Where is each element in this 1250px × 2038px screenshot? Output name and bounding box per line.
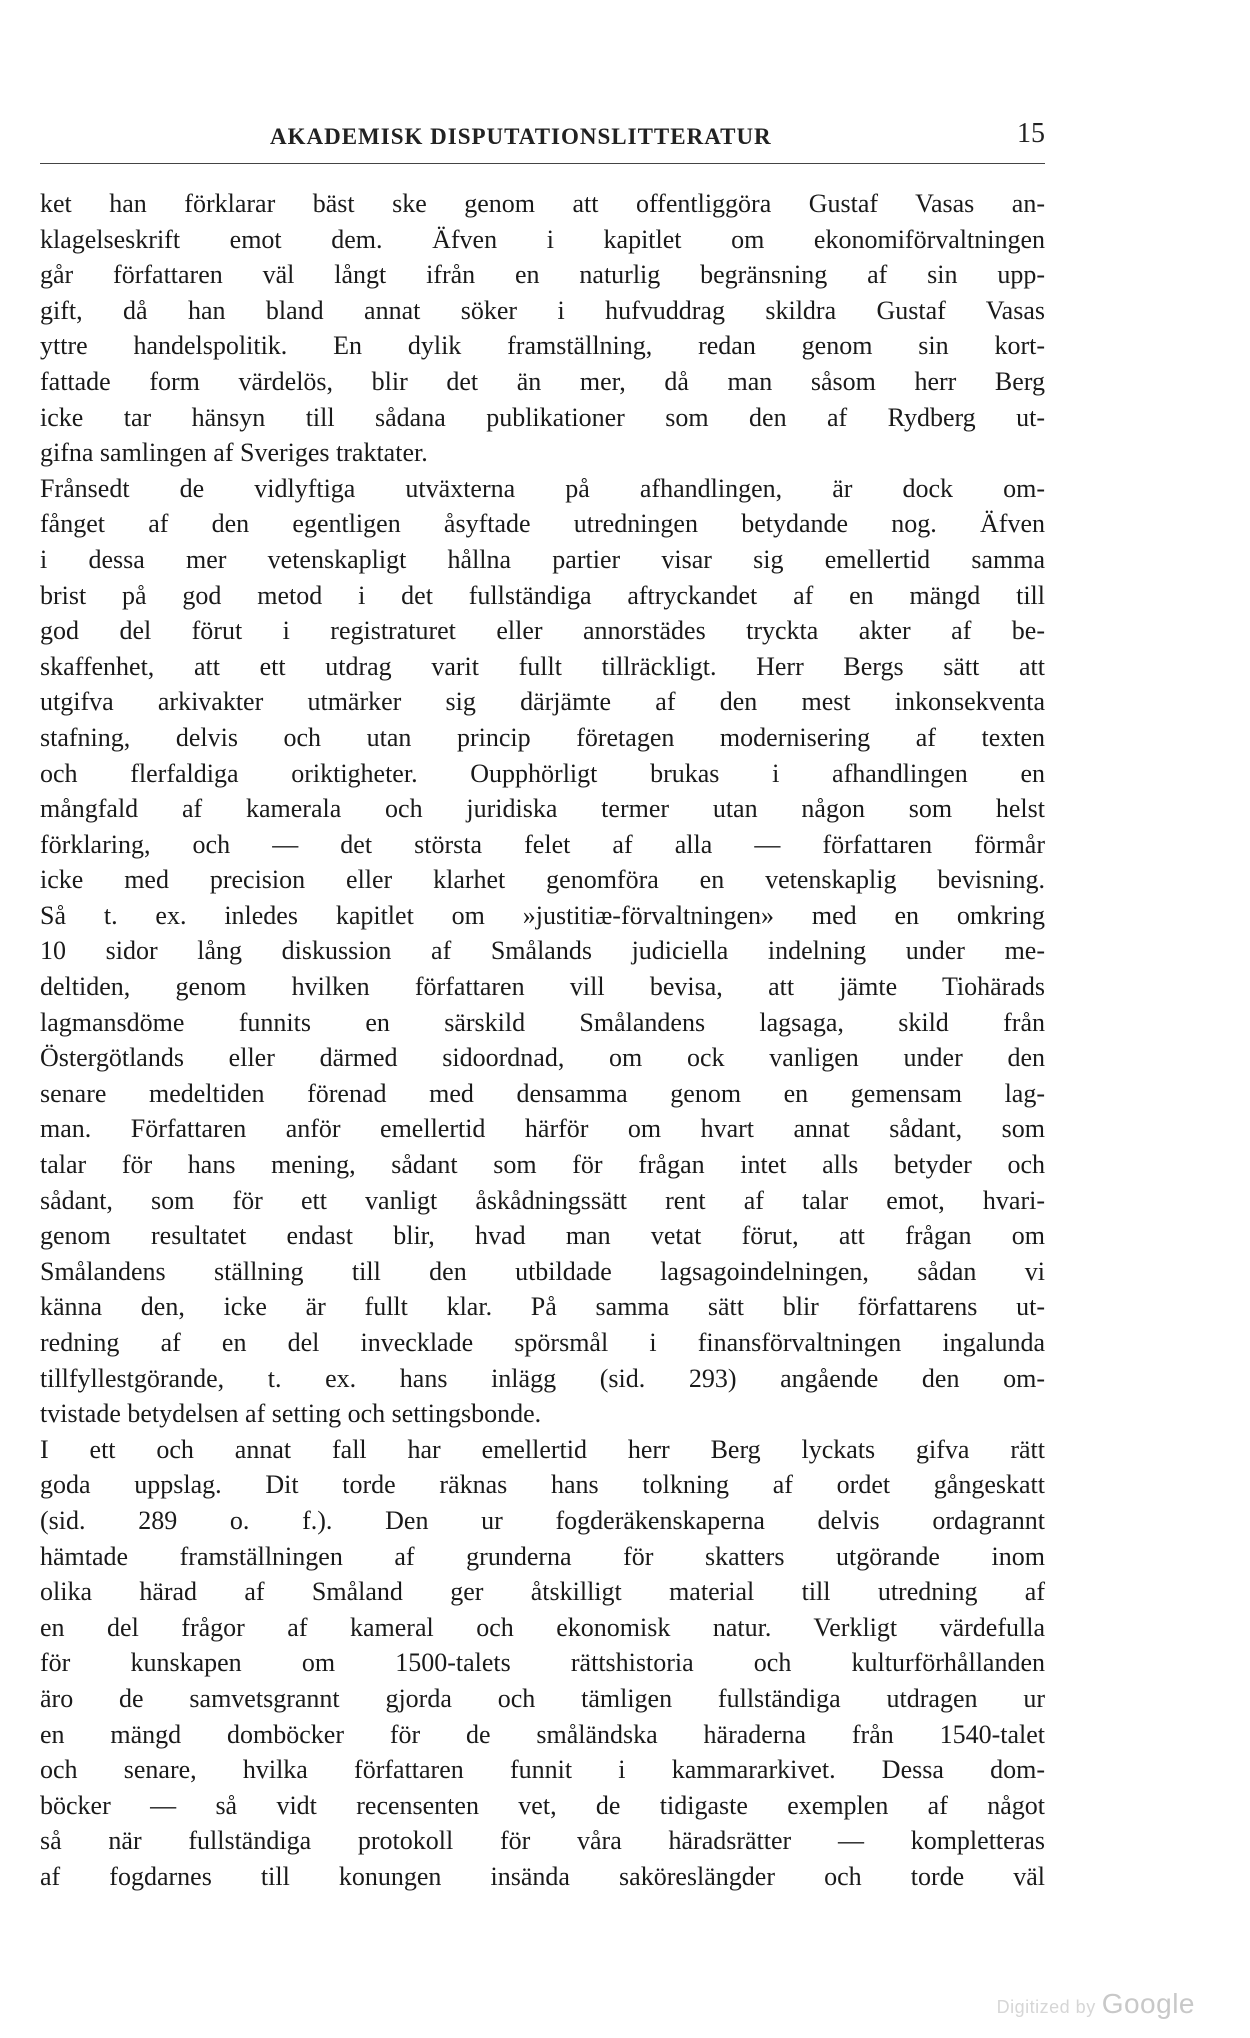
text-line: i dessa mer vetenskapligt hållna partier visar sig emellertid samma xyxy=(40,544,1045,574)
text-line: olika härad af Småland ger åtskilligt material till utredning af xyxy=(40,1577,1045,1607)
text-line: gifna samlingen af Sveriges traktater. xyxy=(40,438,428,468)
text-line: fånget af den egentligen åsyftade utredningen betydande nog. Äfven xyxy=(40,509,1045,539)
text-line: yttre handelspolitik. En dylik framställning, redan genom sin kort- xyxy=(40,331,1045,361)
text-line: stafning, delvis och utan princip företagen modernisering af texten xyxy=(40,722,1045,752)
text-line: Frånsedt de vidlyftiga utväxterna på afhandlingen, är dock om- xyxy=(40,473,1045,503)
text-line: böcker — så vidt recensenten vet, de tidigaste exemplen af något xyxy=(40,1790,1045,1820)
text-line: förklaring, och — det största felet af alla — författaren förmår xyxy=(40,829,1045,859)
text-line: äro de samvetsgrannt gjorda och tämligen fullständiga utdragen ur xyxy=(40,1683,1045,1713)
text-line: ket han förklarar bäst ske genom att offentliggöra Gustaf Vasas an- xyxy=(40,189,1045,218)
text-line: så när fullständiga protokoll för våra häradsrätter — kompletteras xyxy=(40,1826,1045,1856)
text-line: 10 sidor lång diskussion af Smålands judiciella indelning under me- xyxy=(40,936,1045,966)
text-line: Östergötlands eller därmed sidoordnad, om ock vanligen under den xyxy=(40,1043,1045,1073)
text-line: tvistade betydelsen af setting och settingsbonde. xyxy=(40,1399,542,1429)
text-line: och senare, hvilka författaren funnit i kammararkivet. Dessa dom- xyxy=(40,1755,1045,1785)
digitization-watermark xyxy=(997,1988,1195,2020)
text-line: känna den, icke är fullt klar. På samma sätt blir författarens ut- xyxy=(40,1292,1045,1322)
text-line: I ett och annat fall har emellertid herr Berg lyckats gifva rätt xyxy=(40,1434,1045,1464)
book-page xyxy=(40,118,1045,1895)
body-text xyxy=(40,186,1045,1895)
text-line: senare medeltiden förenad med densamma genom en gemensam lag- xyxy=(40,1078,1045,1108)
header-rule xyxy=(40,163,1045,164)
text-line: god del förut i registraturet eller annorstädes tryckta akter af be- xyxy=(40,616,1045,646)
text-line: sådant, som för ett vanligt åskådningssätt rent af talar emot, hvari- xyxy=(40,1185,1045,1215)
text-line: och flerfaldiga oriktigheter. Oupphörligt brukas i afhandlingen en xyxy=(40,758,1045,788)
text-line: af fogdarnes till konungen insända saköreslängder och torde väl xyxy=(40,1861,1045,1891)
watermark-brand: Google xyxy=(1101,1988,1195,2019)
text-line: gift, då han bland annat söker i hufvuddrag skildra Gustaf Vasas xyxy=(40,295,1045,325)
page-number: 15 xyxy=(1017,118,1045,149)
text-line: goda uppslag. Dit torde räknas hans tolkning af ordet gångeskatt xyxy=(40,1470,1045,1500)
text-line: Smålandens ställning till den utbildade lagsagoindelningen, sådan vi xyxy=(40,1256,1045,1286)
text-line: lagmansdöme funnits en särskild Smålandens lagsaga, skild från xyxy=(40,1007,1045,1037)
text-line: (sid. 289 o. f.). Den ur fogderäkenskaperna delvis ordagrannt xyxy=(40,1505,1045,1535)
text-line: hämtade framställningen af grunderna för skatters utgörande inom xyxy=(40,1541,1045,1571)
text-line: en del frågor af kameral och ekonomisk natur. Verkligt värdefulla xyxy=(40,1612,1045,1642)
text-line: mångfald af kamerala och juridiska termer utan någon som helst xyxy=(40,794,1045,824)
text-line: tillfyllestgörande, t. ex. hans inlägg (sid. 293) angående den om- xyxy=(40,1363,1045,1393)
text-line: redning af en del invecklade spörsmål i finansförvaltningen ingalunda xyxy=(40,1328,1045,1357)
text-line: för kunskapen om 1500-talets rättshistoria och kulturförhållanden xyxy=(40,1648,1045,1678)
running-head xyxy=(40,118,1045,158)
text-line: man. Författaren anför emellertid härför om hvart annat sådant, som xyxy=(40,1114,1045,1144)
text-line: fattade form värdelös, blir det än mer, då man såsom herr Berg xyxy=(40,366,1045,396)
text-line: genom resultatet endast blir, hvad man vetat förut, att frågan om xyxy=(40,1221,1045,1251)
text-line: icke med precision eller klarhet genomföra en vetenskaplig bevisning. xyxy=(40,865,1045,895)
text-line: klagelseskrift emot dem. Äfven i kapitlet om ekonomiförvaltningen xyxy=(40,224,1045,254)
text-line: icke tar hänsyn till sådana publikationer som den af Rydberg ut- xyxy=(40,402,1045,432)
watermark-prefix: Digitized by xyxy=(996,1997,1096,2017)
text-line: brist på god metod i det fullständiga aftryckandet af en mängd till xyxy=(40,580,1045,610)
text-line: skaffenhet, att ett utdrag varit fullt tillräckligt. Herr Bergs sätt att xyxy=(40,651,1045,681)
text-line: går författaren väl långt ifrån en naturlig begränsning af sin upp- xyxy=(40,260,1045,290)
text-line: en mängd domböcker för de småländska häraderna från 1540-talet xyxy=(40,1719,1045,1749)
text-line: deltiden, genom hvilken författaren vill bevisa, att jämte Tiohärads xyxy=(40,972,1045,1002)
text-line: Så t. ex. inledes kapitlet om »justitiæ-förvaltningen» med en omkring xyxy=(40,900,1045,930)
text-line: utgifva arkivakter utmärker sig därjämte af den mest inkonsekventa xyxy=(40,687,1045,717)
running-title: AKADEMISK DISPUTATIONSLITTERATUR xyxy=(270,124,772,149)
text-line: talar för hans mening, sådant som för frågan intet alls betyder och xyxy=(40,1150,1045,1180)
